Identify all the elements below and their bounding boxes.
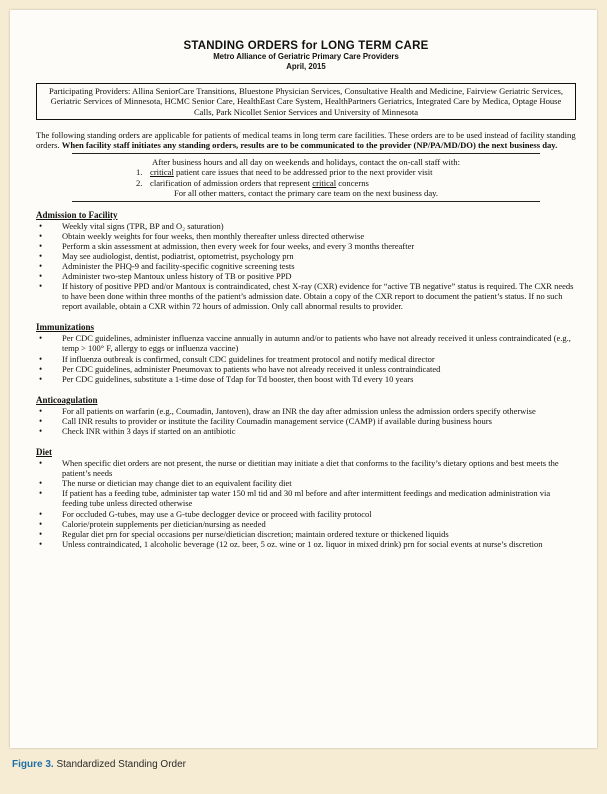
document-image xyxy=(10,10,597,748)
caption-text: Standardized Standing Order xyxy=(56,759,186,770)
on-call-item: 1. critical patient care issues that need to be addressed prior to the next provider visit xyxy=(136,167,433,178)
document-organization: Metro Alliance of Geriatric Primary Care Providers xyxy=(213,52,399,61)
list-item: • Regular diet prn for special occasions per nurse/dietician discretion; maintain ordered texture or thickened liquids xyxy=(36,529,576,539)
section-heading: Immunizations xyxy=(36,322,95,333)
list-item: • If patient has a feeding tube, administer tap water 150 ml tid and 30 ml before and after intermittent feedings and medication administration via feeding tube unless directed otherwise xyxy=(36,488,576,508)
section-list xyxy=(36,221,576,312)
participating-providers-box: Participating Providers: Allina SeniorCare Transitions, Bluestone Physician Services, Consultative Health and Medicine, Fairview Geriatric Services, Geriatric Services of Minnesota, HCMC Senior Care, HealthEast Care System, HealthPartners Geriatrics, Integrated Care by Medica, Optage House Calls, Park Nicollet Senior Services and University of Minnesota xyxy=(36,83,576,120)
list-item: • Call INR results to provider or institute the facility Coumadin management service (CAMP) if available during business hours xyxy=(36,416,576,426)
figure-caption xyxy=(0,752,607,794)
on-call-lead: After business hours and all day on weekends and holidays, contact the on-call staff with: xyxy=(152,156,460,167)
list-item: • If history of positive PPD and/or Mantoux is contraindicated, chest X-ray (CXR) evidence for “active TB negative” status is required. The CXR needs to have been done within three months of the patient’s admission date. Obtain a copy of the CXR report to document the patient’s status. If no such report available, obtain a CXR within 72 hours of admission. Only call abnormal results to provider. xyxy=(36,281,576,311)
list-item: • Obtain weekly weights for four weeks, then monthly thereafter unless directed otherwise xyxy=(36,231,576,241)
section-heading: Anticoagulation xyxy=(36,394,98,405)
section-list xyxy=(36,458,576,549)
list-item: • Administer the PHQ-9 and facility-specific cognitive screening tests xyxy=(36,261,576,271)
list-item: • Administer two-step Mantoux unless history of TB or positive PPD xyxy=(36,271,576,281)
list-item: • Per CDC guidelines, administer influenza vaccine annually in autumn and/or to patients who have not already received it unless contraindicated (e.g., temp > 100° F, allergy to eggs or influenza vaccine) xyxy=(36,333,576,353)
list-item: • Weekly vital signs (TPR, BP and O₂ saturation) xyxy=(36,221,576,231)
on-call-list xyxy=(36,167,576,188)
list-item: • Per CDC guidelines, administer Pneumovax to patients who have not already received it unless contraindicated xyxy=(36,364,576,374)
intro-text: The following standing orders are applicable for patients of medical teams in long term care facilities. These orders are to be used instead of facility standing orders. xyxy=(36,129,576,151)
on-call-other: For all other matters, contact the primary care team on the next business day. xyxy=(173,188,439,199)
list-item: • Per CDC guidelines, substitute a 1-time dose of Tdap for Td booster, then boost with Td every 10 years xyxy=(36,374,576,384)
standing-orders-page xyxy=(36,40,576,549)
divider xyxy=(72,201,540,202)
caption-label: Figure 3. xyxy=(12,759,54,770)
list-item: • Calorie/protein supplements per dietician/nursing as needed xyxy=(36,519,576,529)
section-heading: Admission to Facility xyxy=(36,209,118,220)
section-list xyxy=(36,333,576,383)
on-call-item: 2. clarification of admission orders that represent critical concerns xyxy=(136,177,369,188)
document-date: April, 2015 xyxy=(286,62,326,71)
intro-paragraph xyxy=(36,130,576,151)
section-list xyxy=(36,406,576,436)
list-item: • Check INR within 3 days if started on an antibiotic xyxy=(36,426,576,436)
on-call-block xyxy=(36,157,576,199)
list-item: • When specific diet orders are not present, the nurse or dietitian may initiate a diet that conforms to the facility’s dietary options and best meets the patient’s needs xyxy=(36,458,576,478)
list-item: • May see audiologist, dentist, podiatrist, optometrist, psychology prn xyxy=(36,251,576,261)
divider xyxy=(72,153,540,154)
list-item: • The nurse or dietician may change diet to an equivalent facility diet xyxy=(36,478,576,488)
list-item: • For all patients on warfarin (e.g., Coumadin, Jantoven), draw an INR the day after admission unless the admission orders specify otherwise xyxy=(36,406,576,416)
intro-bold-text: When facility staff initiates any standing orders, results are to be communicated to the provider (NP/PA/MD/DO) the next business day. xyxy=(61,140,558,151)
section-heading: Diet xyxy=(36,447,52,458)
order-sections xyxy=(36,210,576,549)
document-title: STANDING ORDERS for LONG TERM CARE xyxy=(183,40,429,52)
list-item: • Perform a skin assessment at admission, then every week for four weeks, and every 3 months thereafter xyxy=(36,241,576,251)
list-item: • For occluded G-tubes, may use a G-tube declogger device or proceed with facility protocol xyxy=(36,509,576,519)
list-item: • Unless contraindicated, 1 alcoholic beverage (12 oz. beer, 5 oz. wine or 1 oz. liquor in mixed drink) prn for social events at nurse’s discretion xyxy=(36,539,576,549)
list-item: • If influenza outbreak is confirmed, consult CDC guidelines for treatment protocol and notify medical director xyxy=(36,354,576,364)
